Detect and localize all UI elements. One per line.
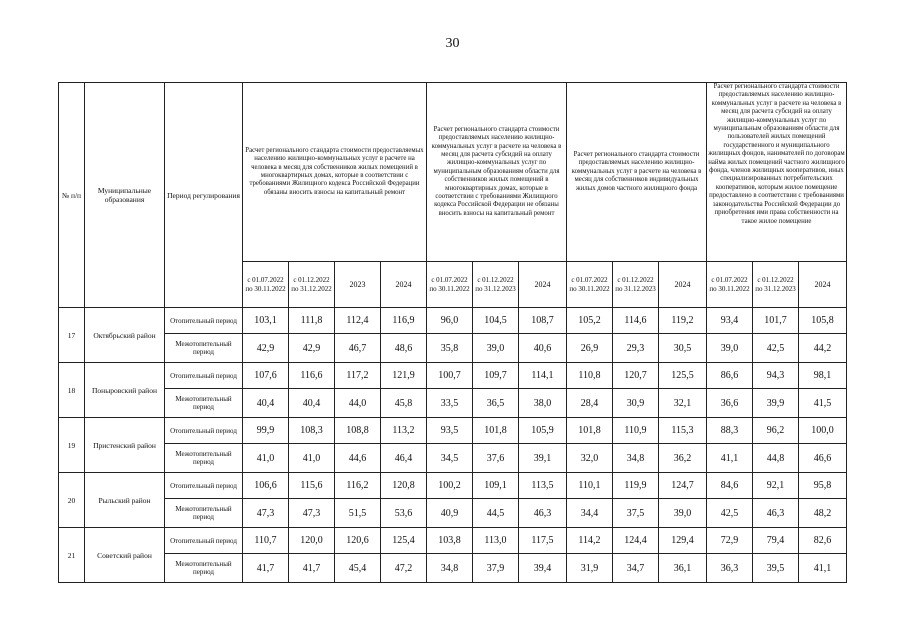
value-cell: 103,8: [427, 528, 473, 554]
value-cell: 39,9: [753, 389, 799, 418]
value-cell: 120,8: [381, 473, 427, 499]
value-cell: 34,8: [613, 444, 659, 473]
value-cell: 32,1: [659, 389, 707, 418]
period-label: Межотопительный период: [165, 444, 243, 473]
value-cell: 36,1: [659, 554, 707, 583]
period-label: Отопительный период: [165, 418, 243, 444]
value-cell: 31,9: [567, 554, 613, 583]
row-index: 17: [59, 308, 85, 363]
value-cell: 39,5: [753, 554, 799, 583]
table-row: [59, 363, 847, 389]
value-cell: 104,5: [473, 308, 519, 334]
value-cell: 26,9: [567, 334, 613, 363]
value-cell: 121,9: [381, 363, 427, 389]
table-row: [59, 444, 847, 473]
value-cell: 95,8: [799, 473, 847, 499]
value-cell: 105,9: [519, 418, 567, 444]
municipality-name: Октябрьский район: [85, 308, 165, 363]
value-cell: 120,0: [289, 528, 335, 554]
value-cell: 47,3: [289, 499, 335, 528]
subcol-header: с 01.07.2022 по 30.11.2022: [567, 262, 613, 308]
value-cell: 105,8: [799, 308, 847, 334]
header-row-groups: [59, 83, 847, 262]
value-cell: 112,4: [335, 308, 381, 334]
value-cell: 110,7: [243, 528, 289, 554]
value-cell: 36,5: [473, 389, 519, 418]
period-label: Отопительный период: [165, 528, 243, 554]
value-cell: 48,6: [381, 334, 427, 363]
value-cell: 35,8: [427, 334, 473, 363]
period-label: Отопительный период: [165, 473, 243, 499]
value-cell: 41,7: [289, 554, 335, 583]
table-row: [59, 308, 847, 334]
value-cell: 125,5: [659, 363, 707, 389]
value-cell: 88,3: [707, 418, 753, 444]
value-cell: 106,6: [243, 473, 289, 499]
value-cell: 46,4: [381, 444, 427, 473]
row-index: 20: [59, 473, 85, 528]
subcol-header: с 01.12.2022 по 31.12.2023: [613, 262, 659, 308]
index-header: № п/п: [59, 83, 85, 308]
subcol-header: 2024: [799, 262, 847, 308]
value-cell: 96,0: [427, 308, 473, 334]
subsidy-standards-table: [58, 82, 847, 583]
value-cell: 36,3: [707, 554, 753, 583]
value-cell: 114,2: [567, 528, 613, 554]
value-cell: 36,6: [707, 389, 753, 418]
value-cell: 41,7: [243, 554, 289, 583]
value-cell: 82,6: [799, 528, 847, 554]
value-cell: 100,7: [427, 363, 473, 389]
group-header-no-capital-repair: Расчет регионального стандарта стоимости предоставляемых населению жилищно-коммунальных услуг в расчете на человека в месяц для расчета субсидий на оплату жилищно-коммунальных услуг по муниципальным образованиям области для собственников жилых помещений в многоквартирных домах, которые в соответствии с требованиями Жилищного кодекса Российской Федерации не обязаны вносить взносы на капитальный ремонт: [427, 83, 567, 262]
value-cell: 103,1: [243, 308, 289, 334]
value-cell: 45,4: [335, 554, 381, 583]
value-cell: 47,3: [243, 499, 289, 528]
value-cell: 46,7: [335, 334, 381, 363]
period-label: Отопительный период: [165, 308, 243, 334]
value-cell: 79,4: [753, 528, 799, 554]
table-row: [59, 473, 847, 499]
value-cell: 105,2: [567, 308, 613, 334]
value-cell: 39,4: [519, 554, 567, 583]
value-cell: 98,1: [799, 363, 847, 389]
value-cell: 99,9: [243, 418, 289, 444]
value-cell: 29,3: [613, 334, 659, 363]
value-cell: 115,3: [659, 418, 707, 444]
period-label: Межотопительный период: [165, 554, 243, 583]
period-label: Межотопительный период: [165, 334, 243, 363]
value-cell: 101,8: [567, 418, 613, 444]
value-cell: 72,9: [707, 528, 753, 554]
value-cell: 32,0: [567, 444, 613, 473]
value-cell: 46,3: [753, 499, 799, 528]
value-cell: 119,2: [659, 308, 707, 334]
value-cell: 40,6: [519, 334, 567, 363]
value-cell: 101,7: [753, 308, 799, 334]
value-cell: 120,7: [613, 363, 659, 389]
value-cell: 119,9: [613, 473, 659, 499]
value-cell: 40,4: [243, 389, 289, 418]
value-cell: 39,0: [707, 334, 753, 363]
value-cell: 42,9: [243, 334, 289, 363]
group-header-private-houses: Расчет регионального стандарта стоимости предоставляемых населению жилищно-коммунальных услуг в расчете на человека в месяц для собственников индивидуальных жилых домов частного жилищного фонда: [567, 83, 707, 262]
subcol-header: с 01.07.2022 по 30.11.2022: [427, 262, 473, 308]
value-cell: 100,0: [799, 418, 847, 444]
value-cell: 37,9: [473, 554, 519, 583]
value-cell: 42,5: [753, 334, 799, 363]
value-cell: 41,0: [289, 444, 335, 473]
period-header: Период регулирования: [165, 83, 243, 308]
value-cell: 44,2: [799, 334, 847, 363]
value-cell: 37,5: [613, 499, 659, 528]
value-cell: 42,5: [707, 499, 753, 528]
value-cell: 113,5: [519, 473, 567, 499]
value-cell: 96,2: [753, 418, 799, 444]
value-cell: 30,5: [659, 334, 707, 363]
value-cell: 113,0: [473, 528, 519, 554]
value-cell: 46,3: [519, 499, 567, 528]
value-cell: 110,8: [567, 363, 613, 389]
value-cell: 110,1: [567, 473, 613, 499]
value-cell: 40,9: [427, 499, 473, 528]
value-cell: 48,2: [799, 499, 847, 528]
value-cell: 41,0: [243, 444, 289, 473]
value-cell: 92,1: [753, 473, 799, 499]
value-cell: 34,7: [613, 554, 659, 583]
value-cell: 100,2: [427, 473, 473, 499]
table-row: [59, 554, 847, 583]
value-cell: 44,8: [753, 444, 799, 473]
municipality-header: Муниципальные образования: [85, 83, 165, 308]
value-cell: 124,4: [613, 528, 659, 554]
value-cell: 93,4: [707, 308, 753, 334]
value-cell: 117,5: [519, 528, 567, 554]
value-cell: 94,3: [753, 363, 799, 389]
value-cell: 116,9: [381, 308, 427, 334]
subcol-header: с 01.12.2022 по 31.12.2023: [753, 262, 799, 308]
table-row: [59, 418, 847, 444]
value-cell: 93,5: [427, 418, 473, 444]
municipality-name: Советский район: [85, 528, 165, 583]
value-cell: 39,0: [473, 334, 519, 363]
municipality-name: Поныровский район: [85, 363, 165, 418]
value-cell: 108,7: [519, 308, 567, 334]
value-cell: 120,6: [335, 528, 381, 554]
subcol-header: 2024: [519, 262, 567, 308]
value-cell: 38,0: [519, 389, 567, 418]
value-cell: 117,2: [335, 363, 381, 389]
table-row: [59, 334, 847, 363]
value-cell: 108,8: [335, 418, 381, 444]
value-cell: 124,7: [659, 473, 707, 499]
group-header-tenants: Расчет регионального стандарта стоимости предоставляемых населению жилищно-коммунальных услуг в расчете на человека в месяц для расчета субсидий на оплату жилищно-коммунальных услуг по муниципальным образованиям области для пользователей жилых помещений государственного и муниципального жилищных фондов, нанимателей по договорам найма жилых помещений частного жилищного фонда, членов жилищных кооперативов, иных специализированных потребительских кооперативов, которым жилое помещение предоставлено в соответствии с требованиями законодательства Российской Федерации до приобретения ими права собственности на такое жилое помещение: [707, 83, 847, 262]
group-header-capital-repair: Расчет регионального стандарта стоимости предоставляемых населению жилищно-коммунальных услуг в расчете на человека в месяц для собственников жилых помещений в многоквартирных домах, которые в соответствии с требованиями Жилищного кодекса Российской Федерации обязаны вносить взносы на капитальный ремонт: [243, 83, 427, 262]
value-cell: 114,1: [519, 363, 567, 389]
subcol-header: 2024: [659, 262, 707, 308]
value-cell: 41,1: [799, 554, 847, 583]
period-label: Межотопительный период: [165, 389, 243, 418]
value-cell: 111,8: [289, 308, 335, 334]
municipality-name: Пристенский район: [85, 418, 165, 473]
value-cell: 113,2: [381, 418, 427, 444]
period-label: Межотопительный период: [165, 499, 243, 528]
value-cell: 39,0: [659, 499, 707, 528]
value-cell: 109,7: [473, 363, 519, 389]
value-cell: 51,5: [335, 499, 381, 528]
value-cell: 41,1: [707, 444, 753, 473]
value-cell: 34,4: [567, 499, 613, 528]
value-cell: 110,9: [613, 418, 659, 444]
value-cell: 33,5: [427, 389, 473, 418]
row-index: 21: [59, 528, 85, 583]
municipality-name: Рыльский район: [85, 473, 165, 528]
value-cell: 36,2: [659, 444, 707, 473]
period-label: Отопительный период: [165, 363, 243, 389]
value-cell: 42,9: [289, 334, 335, 363]
value-cell: 86,6: [707, 363, 753, 389]
subcol-header: 2023: [335, 262, 381, 308]
value-cell: 41,5: [799, 389, 847, 418]
subcol-header: с 01.12.2022 по 31.12.2022: [289, 262, 335, 308]
value-cell: 84,6: [707, 473, 753, 499]
subcol-header: 2024: [381, 262, 427, 308]
value-cell: 116,6: [289, 363, 335, 389]
value-cell: 115,6: [289, 473, 335, 499]
row-index: 18: [59, 363, 85, 418]
value-cell: 34,8: [427, 554, 473, 583]
value-cell: 30,9: [613, 389, 659, 418]
row-index: 19: [59, 418, 85, 473]
value-cell: 114,6: [613, 308, 659, 334]
value-cell: 45,8: [381, 389, 427, 418]
table-row: [59, 499, 847, 528]
value-cell: 53,6: [381, 499, 427, 528]
value-cell: 37,6: [473, 444, 519, 473]
value-cell: 129,4: [659, 528, 707, 554]
value-cell: 47,2: [381, 554, 427, 583]
value-cell: 46,6: [799, 444, 847, 473]
table-row: [59, 528, 847, 554]
value-cell: 116,2: [335, 473, 381, 499]
page-number: 30: [445, 36, 460, 51]
value-cell: 109,1: [473, 473, 519, 499]
value-cell: 101,8: [473, 418, 519, 444]
subcol-header: с 01.07.2022 по 30.11.2022: [243, 262, 289, 308]
subcol-header: с 01.12.2022 по 31.12.2023: [473, 262, 519, 308]
value-cell: 108,3: [289, 418, 335, 444]
subcol-header: с 01.07.2022 по 30.11.2022: [707, 262, 753, 308]
value-cell: 40,4: [289, 389, 335, 418]
value-cell: 39,1: [519, 444, 567, 473]
value-cell: 28,4: [567, 389, 613, 418]
value-cell: 44,6: [335, 444, 381, 473]
value-cell: 44,5: [473, 499, 519, 528]
table-row: [59, 389, 847, 418]
value-cell: 107,6: [243, 363, 289, 389]
value-cell: 125,4: [381, 528, 427, 554]
value-cell: 44,0: [335, 389, 381, 418]
value-cell: 34,5: [427, 444, 473, 473]
